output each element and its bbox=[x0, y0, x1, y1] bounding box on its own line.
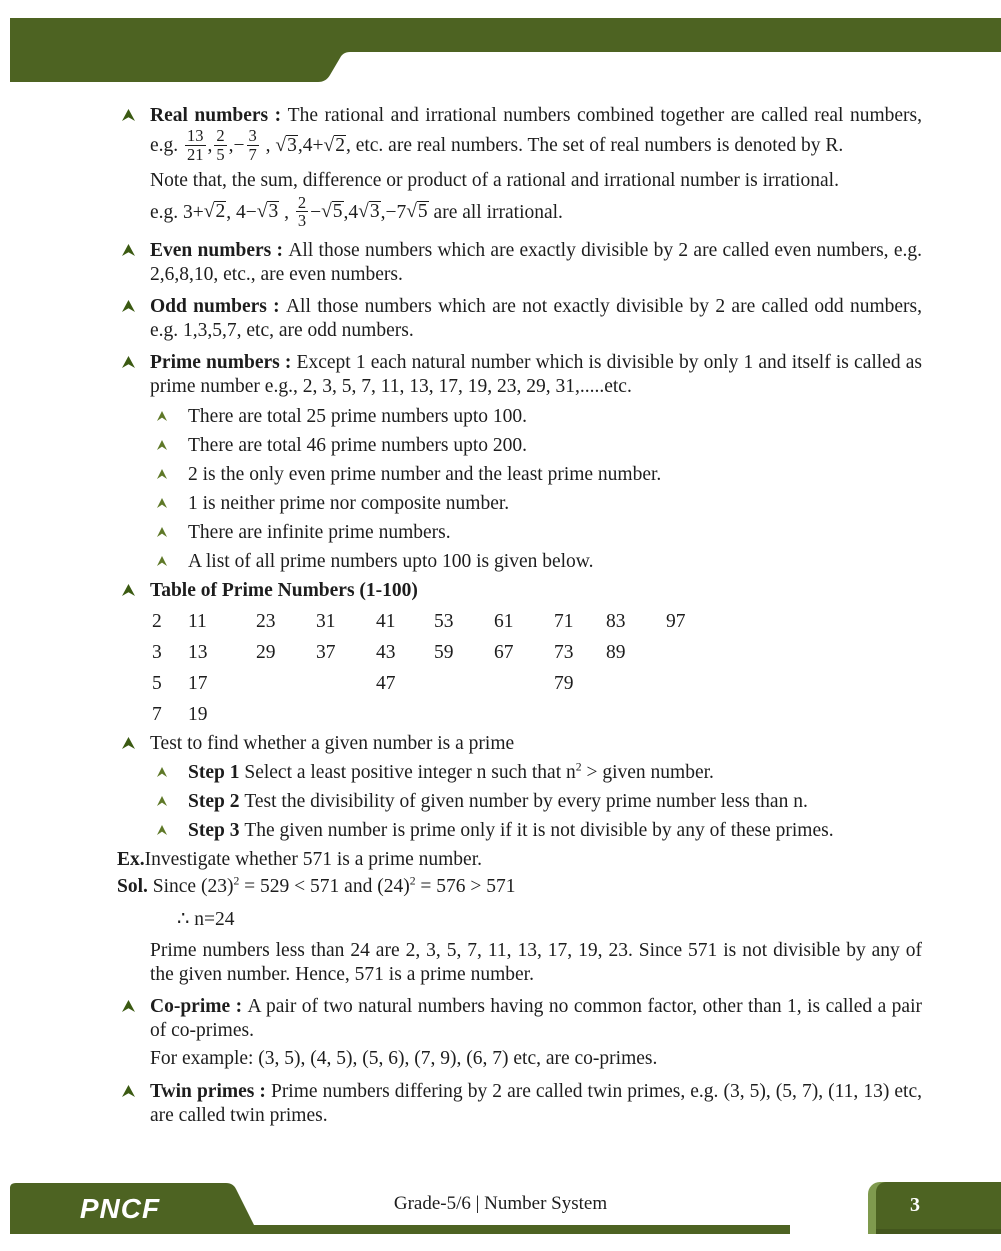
prime-cell: 61 bbox=[494, 611, 514, 633]
prime-cell bbox=[606, 672, 666, 696]
list-item bbox=[188, 521, 922, 545]
prime-test-title: Test to find whether a given number is a prime bbox=[150, 733, 515, 755]
step-text: Step 2 Test the divisibility of given number by every prime number less than n. bbox=[188, 791, 808, 813]
prime-numbers-table bbox=[152, 610, 922, 727]
prime-cell bbox=[494, 703, 554, 727]
prime-cell bbox=[256, 703, 316, 727]
prime-cell: 67 bbox=[494, 642, 514, 664]
list-item bbox=[188, 819, 922, 843]
prime-cell: 11 bbox=[188, 611, 207, 633]
prime-cell: 41 bbox=[376, 611, 396, 633]
triangle-bullet-icon bbox=[122, 1000, 135, 1012]
section-odd-numbers bbox=[150, 295, 922, 343]
prime-cell bbox=[554, 703, 606, 727]
small-triangle-bullet-icon bbox=[157, 556, 167, 566]
prime-cell bbox=[494, 672, 554, 696]
section-even-numbers bbox=[150, 239, 922, 287]
small-triangle-bullet-icon bbox=[157, 498, 167, 508]
prime-cell: 37 bbox=[316, 642, 336, 664]
list-item bbox=[188, 463, 922, 487]
small-triangle-bullet-icon bbox=[157, 825, 167, 835]
prime-fact: There are total 46 prime numbers upto 200. bbox=[188, 435, 527, 457]
list-item bbox=[188, 761, 922, 785]
real-numbers-note: Note that, the sum, difference or product of a rational and irrational number is irrational. bbox=[150, 169, 839, 191]
prime-cell bbox=[666, 641, 922, 665]
prime-cell: 19 bbox=[188, 704, 208, 726]
prime-cell: 73 bbox=[554, 642, 574, 664]
prime-cell bbox=[376, 703, 434, 727]
prime-cell: 29 bbox=[256, 642, 276, 664]
prime-cell: 89 bbox=[606, 642, 626, 664]
even-numbers-paragraph: Even numbers : All those numbers which are exactly divisible by 2 are called even numbers, e.g. 2,6,8,10, etc., are even numbers. bbox=[150, 240, 922, 286]
prime-cell: 47 bbox=[376, 673, 396, 695]
real-numbers-paragraph: Real numbers : The rational and irrational numbers combined together are called real numbers, e.g. $\frac{13}{21}$ , $\frac{2}{5}$ ,− $\frac{3}{7}$ , √3,4+√2, etc. are real numbers. The set of real numbers is denoted by R. bbox=[150, 105, 923, 164]
section-real-numbers bbox=[150, 104, 922, 231]
footer-logo-text: PNCF bbox=[79, 1193, 161, 1224]
prime-facts-list bbox=[188, 405, 922, 574]
section-coprime bbox=[150, 995, 922, 1071]
prime-cell: 79 bbox=[554, 673, 574, 695]
step-text: Step 3 The given number is prime only if it is not divisible by any of these primes. bbox=[188, 820, 834, 842]
list-item bbox=[188, 434, 922, 458]
small-triangle-bullet-icon bbox=[157, 469, 167, 479]
prime-table-title: Table of Prime Numbers (1-100) bbox=[150, 580, 418, 602]
prime-cell: 23 bbox=[256, 611, 276, 633]
footer-center-text: Grade-5/6 | Number System bbox=[393, 1193, 608, 1214]
prime-cell: 17 bbox=[188, 673, 208, 695]
prime-cell: 59 bbox=[434, 642, 454, 664]
prime-cell: 43 bbox=[376, 642, 396, 664]
prime-cell: 53 bbox=[434, 611, 454, 633]
prime-fact: 1 is neither prime nor composite number. bbox=[188, 493, 510, 515]
example-solution: Sol. Since $(23)^2 = 529 < 571$ and $(24)^2 = 576 > 571$ bbox=[117, 874, 516, 898]
section-twin-primes bbox=[150, 1080, 922, 1128]
prime-test-steps bbox=[188, 761, 922, 843]
prime-cell: 97 bbox=[666, 611, 686, 633]
small-triangle-bullet-icon bbox=[157, 527, 167, 537]
triangle-bullet-icon bbox=[122, 356, 135, 368]
example-question: Ex.Investigate whether 571 is a prime number. bbox=[117, 849, 483, 871]
triangle-bullet-icon bbox=[122, 109, 135, 121]
prime-cell bbox=[434, 672, 494, 696]
section-prime-test bbox=[150, 732, 922, 843]
prime-cell bbox=[606, 703, 666, 727]
prime-cell: 2 bbox=[152, 611, 162, 633]
prime-cell: 83 bbox=[606, 611, 626, 633]
prime-cell bbox=[666, 703, 922, 727]
prime-cell bbox=[434, 703, 494, 727]
list-item bbox=[188, 550, 922, 574]
prime-fact: A list of all prime numbers upto 100 is given below. bbox=[188, 551, 594, 573]
prime-cell: 31 bbox=[316, 611, 336, 633]
prime-cell: 5 bbox=[152, 673, 162, 695]
prime-fact: There are infinite prime numbers. bbox=[188, 522, 451, 544]
prime-numbers-paragraph: Prime numbers : Except 1 each natural number which is divisible by only 1 and itself is called as prime number e.g., 2, 3, 5, 7, 11, 13, 17, 19, 23, 29, 31,.....etc. bbox=[150, 352, 922, 398]
prime-fact: There are total 25 prime numbers upto 100. bbox=[188, 406, 527, 428]
list-item bbox=[188, 492, 922, 516]
example-therefore: ∴ n=24 bbox=[177, 909, 235, 931]
small-triangle-bullet-icon bbox=[157, 440, 167, 450]
triangle-bullet-icon bbox=[122, 244, 135, 256]
list-item bbox=[188, 790, 922, 814]
section-prime-numbers bbox=[150, 351, 922, 574]
small-triangle-bullet-icon bbox=[157, 767, 167, 777]
triangle-bullet-icon bbox=[122, 300, 135, 312]
prime-cell: 3 bbox=[152, 642, 162, 664]
prime-cell bbox=[316, 672, 376, 696]
step-text: Step 1 Select a least positive integer n such that $n^2$ > given number. bbox=[188, 760, 714, 784]
page-number-badge bbox=[868, 1182, 1001, 1234]
section-example bbox=[117, 848, 922, 987]
odd-numbers-paragraph: Odd numbers : All those numbers which are not exactly divisible by 2 are called odd numbers, e.g. 1,3,5,7, etc, are odd numbers. bbox=[150, 296, 922, 342]
section-prime-table bbox=[150, 579, 922, 727]
prime-cell bbox=[666, 672, 922, 696]
triangle-bullet-icon bbox=[122, 584, 135, 596]
page-number: 3 bbox=[910, 1194, 920, 1216]
prime-cell bbox=[316, 703, 376, 727]
small-triangle-bullet-icon bbox=[157, 411, 167, 421]
prime-cell: 71 bbox=[554, 611, 574, 633]
triangle-bullet-icon bbox=[122, 737, 135, 749]
small-triangle-bullet-icon bbox=[157, 796, 167, 806]
prime-cell: 7 bbox=[152, 704, 162, 726]
prime-cell: 13 bbox=[188, 642, 208, 664]
twin-primes-paragraph: Twin primes : Prime numbers differing by 2 are called twin primes, e.g. (3, 5), (5, 7), (11, 13) etc, are called twin primes. bbox=[150, 1081, 922, 1127]
prime-fact: 2 is the only even prime number and the least prime number. bbox=[188, 464, 662, 486]
page-number-badge-inner bbox=[876, 1182, 1001, 1234]
prime-cell bbox=[256, 672, 316, 696]
triangle-bullet-icon bbox=[122, 1085, 135, 1097]
irrational-examples: e.g. 3+√2, 4−√3 , $\frac{2}{3}$ −√5,4√3,−7√5 are all irrational. bbox=[150, 192, 563, 231]
example-conclusion: Prime numbers less than 24 are 2, 3, 5, 7, 11, 13, 17, 19, 23. Since 571 is not divisible by any of the given number. Hence, 571 is a prime number. bbox=[150, 940, 922, 986]
coprime-example: For example: (3, 5), (4, 5), (5, 6), (7, 9), (6, 7) etc, are co-primes. bbox=[150, 1048, 658, 1070]
coprime-paragraph: Co-prime : A pair of two natural numbers having no common factor, other than 1, is called a pair of co-primes. bbox=[150, 996, 923, 1042]
list-item bbox=[188, 405, 922, 429]
